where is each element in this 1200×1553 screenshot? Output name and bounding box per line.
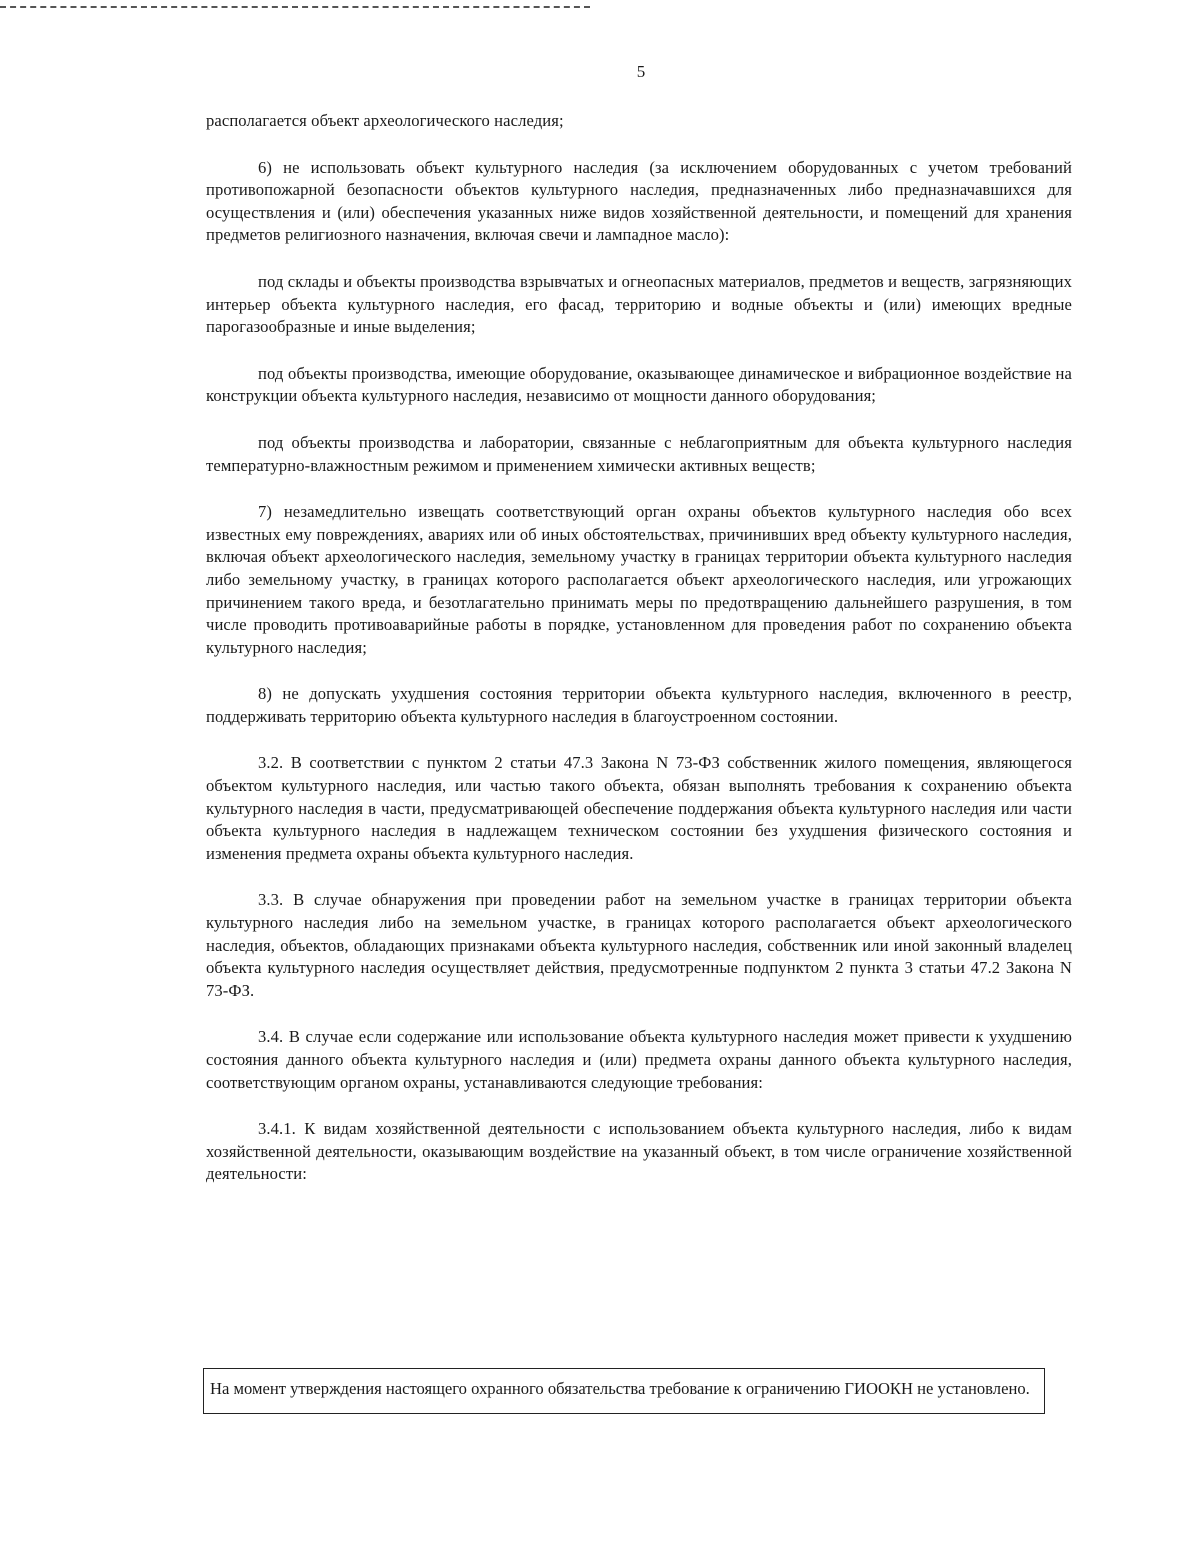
paragraph-3-4: 3.4. В случае если содержание или использование объекта культурного наследия может привести к ухудшению состояния данного объекта культурного наследия и (или) предмета охраны данного объекта культурного наследия, соответствующим органом охраны, устанавливаются следующие требования: bbox=[206, 1027, 1072, 1092]
paragraph-3-2: 3.2. В соответствии с пунктом 2 статьи 47.3 Закона N 73-ФЗ собственник жилого помещения, являющегося объектом культурного наследия, или частью такого объекта, обязан выполнять требования к сохранению объекта культурного наследия в части, предусматривающей обеспечение поддержания объекта культурного наследия или части объекта культурного наследия в надлежащем техническом состоянии без ухудшения физического состояния и изменения предмета охраны объекта культурного наследия. bbox=[206, 753, 1072, 863]
paragraph-production-equipment: под объекты производства, имеющие оборудование, оказывающее динамическое и вибрационное воздействие на конструкции объекта культурного наследия, независимо от мощности данного оборудования; bbox=[206, 363, 1072, 406]
paragraph-laboratories: под объекты производства и лаборатории, связанные с неблагоприятным для объекта культурного наследия температурно-влажностным режимом и применением химически активных веществ; bbox=[206, 432, 1072, 475]
paragraph-continuation: располагается объект археологического наследия; bbox=[206, 111, 564, 130]
paragraph-item-7: 7) незамедлительно извещать соответствующий орган охраны объектов культурного наследия обо всех известных ему повреждениях, авариях или об иных обстоятельствах, причинивших вред объекту культурного наследия, включая объект археологического наследия, земельному участку в границах территории объекта культурного наследия либо земельному участку, в границах которого располагается объект археологического наследия, или угрожающих причинением такого вреда, и безотлагательно принимать меры по предотвращению дальнейшего разрушения, в том числе проводить противоаварийные работы в порядке, установленном для проведения работ по сохранению объекта культурного наследия; bbox=[206, 502, 1072, 657]
paragraph-item-6: 6) не использовать объект культурного наследия (за исключением оборудованных с учетом требований противопожарной безопасности объектов культурного наследия, предназначенных либо предназначавшихся для осуществления и (или) обеспечения указанных ниже видов хозяйственной деятельности, и помещений для хранения предметов религиозного назначения, включая свечи и лампадное масло): bbox=[206, 157, 1072, 245]
paragraph-item-8: 8) не допускать ухудшения состояния территории объекта культурного наследия, включенного в реестр, поддерживать территорию объекта культурного наследия в благоустроенном состоянии. bbox=[206, 684, 1072, 726]
notice-box: На момент утверждения настоящего охранного обязательства требование к ограничению ГИООКН не установлено. bbox=[203, 1368, 1045, 1414]
paragraph-warehouses: под склады и объекты производства взрывчатых и огнеопасных материалов, предметов и веществ, загрязняющих интерьер объекта культурного наследия, его фасад, территорию и водные объекты и (или) имеющих вредные парогазообразные и иные выделения; bbox=[206, 271, 1072, 337]
scan-edge-dashes bbox=[0, 6, 590, 8]
paragraph-3-4-1: 3.4.1. К видам хозяйственной деятельности с использованием объекта культурного наследия, либо к видам хозяйственной деятельности, оказывающим воздействие на указанный объект, в том числе ограничение хозяйственной деятельности: bbox=[206, 1119, 1072, 1184]
page-number: 5 bbox=[636, 62, 646, 81]
paragraph-3-3: 3.3. В случае обнаружения при проведении работ на земельном участке в границах территории объекта культурного наследия либо на земельном участке, в границах которого располагается объект археологического наследия, объектов, обладающих признаками объекта культурного наследия, собственник или иной законный владелец объекта культурного наследия осуществляет действия, предусмотренные подпунктом 2 пункта 3 статьи 47.2 Закона N 73-ФЗ. bbox=[206, 890, 1072, 1000]
document-body bbox=[206, 110, 1072, 1210]
